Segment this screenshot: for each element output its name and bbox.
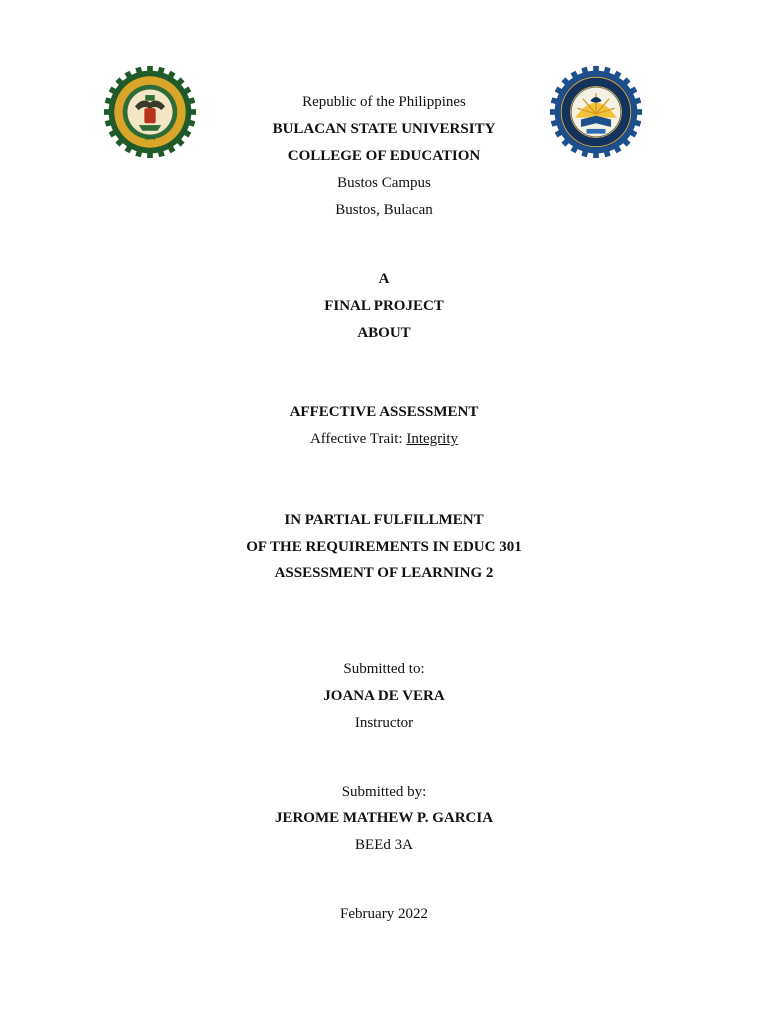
fulfillment-line-3: ASSESSMENT OF LEARNING 2 [274, 565, 494, 581]
trait-value: Integrity [406, 431, 459, 447]
title-about: ABOUT [357, 325, 411, 341]
submission-date: February 2022 [340, 906, 428, 922]
student-section: BEEd 3A [355, 837, 413, 853]
svg-text:1975: 1975 [144, 135, 156, 141]
bulsu-university-seal-icon [103, 65, 197, 159]
fulfillment-line-1: IN PARTIAL FULFILLMENT [284, 512, 484, 528]
topic-heading: AFFECTIVE ASSESSMENT [289, 404, 479, 420]
trait-label: Affective Trait: [309, 431, 403, 447]
campus-name: Bustos Campus [337, 175, 431, 191]
submitted-to-label: Submitted to: [343, 661, 425, 677]
affective-trait-line [0, 430, 768, 448]
college-of-education-seal-icon [549, 65, 643, 159]
instructor-role: Instructor [354, 715, 414, 731]
submitted-by-label: Submitted by: [341, 784, 427, 800]
title-article: A [378, 271, 390, 287]
title-final-project: FINAL PROJECT [324, 298, 444, 314]
fulfillment-line-2: OF THE REQUIREMENTS IN EDUC 301 [246, 539, 522, 555]
student-name: JEROME MATHEW P. GARCIA [274, 810, 494, 826]
republic-line: Republic of the Philippines [302, 94, 466, 110]
campus-address: Bustos, Bulacan [335, 202, 433, 218]
instructor-name: JOANA DE VERA [323, 688, 445, 704]
university-name: BULACAN STATE UNIVERSITY [272, 121, 496, 137]
college-name: COLLEGE OF EDUCATION [287, 148, 481, 164]
